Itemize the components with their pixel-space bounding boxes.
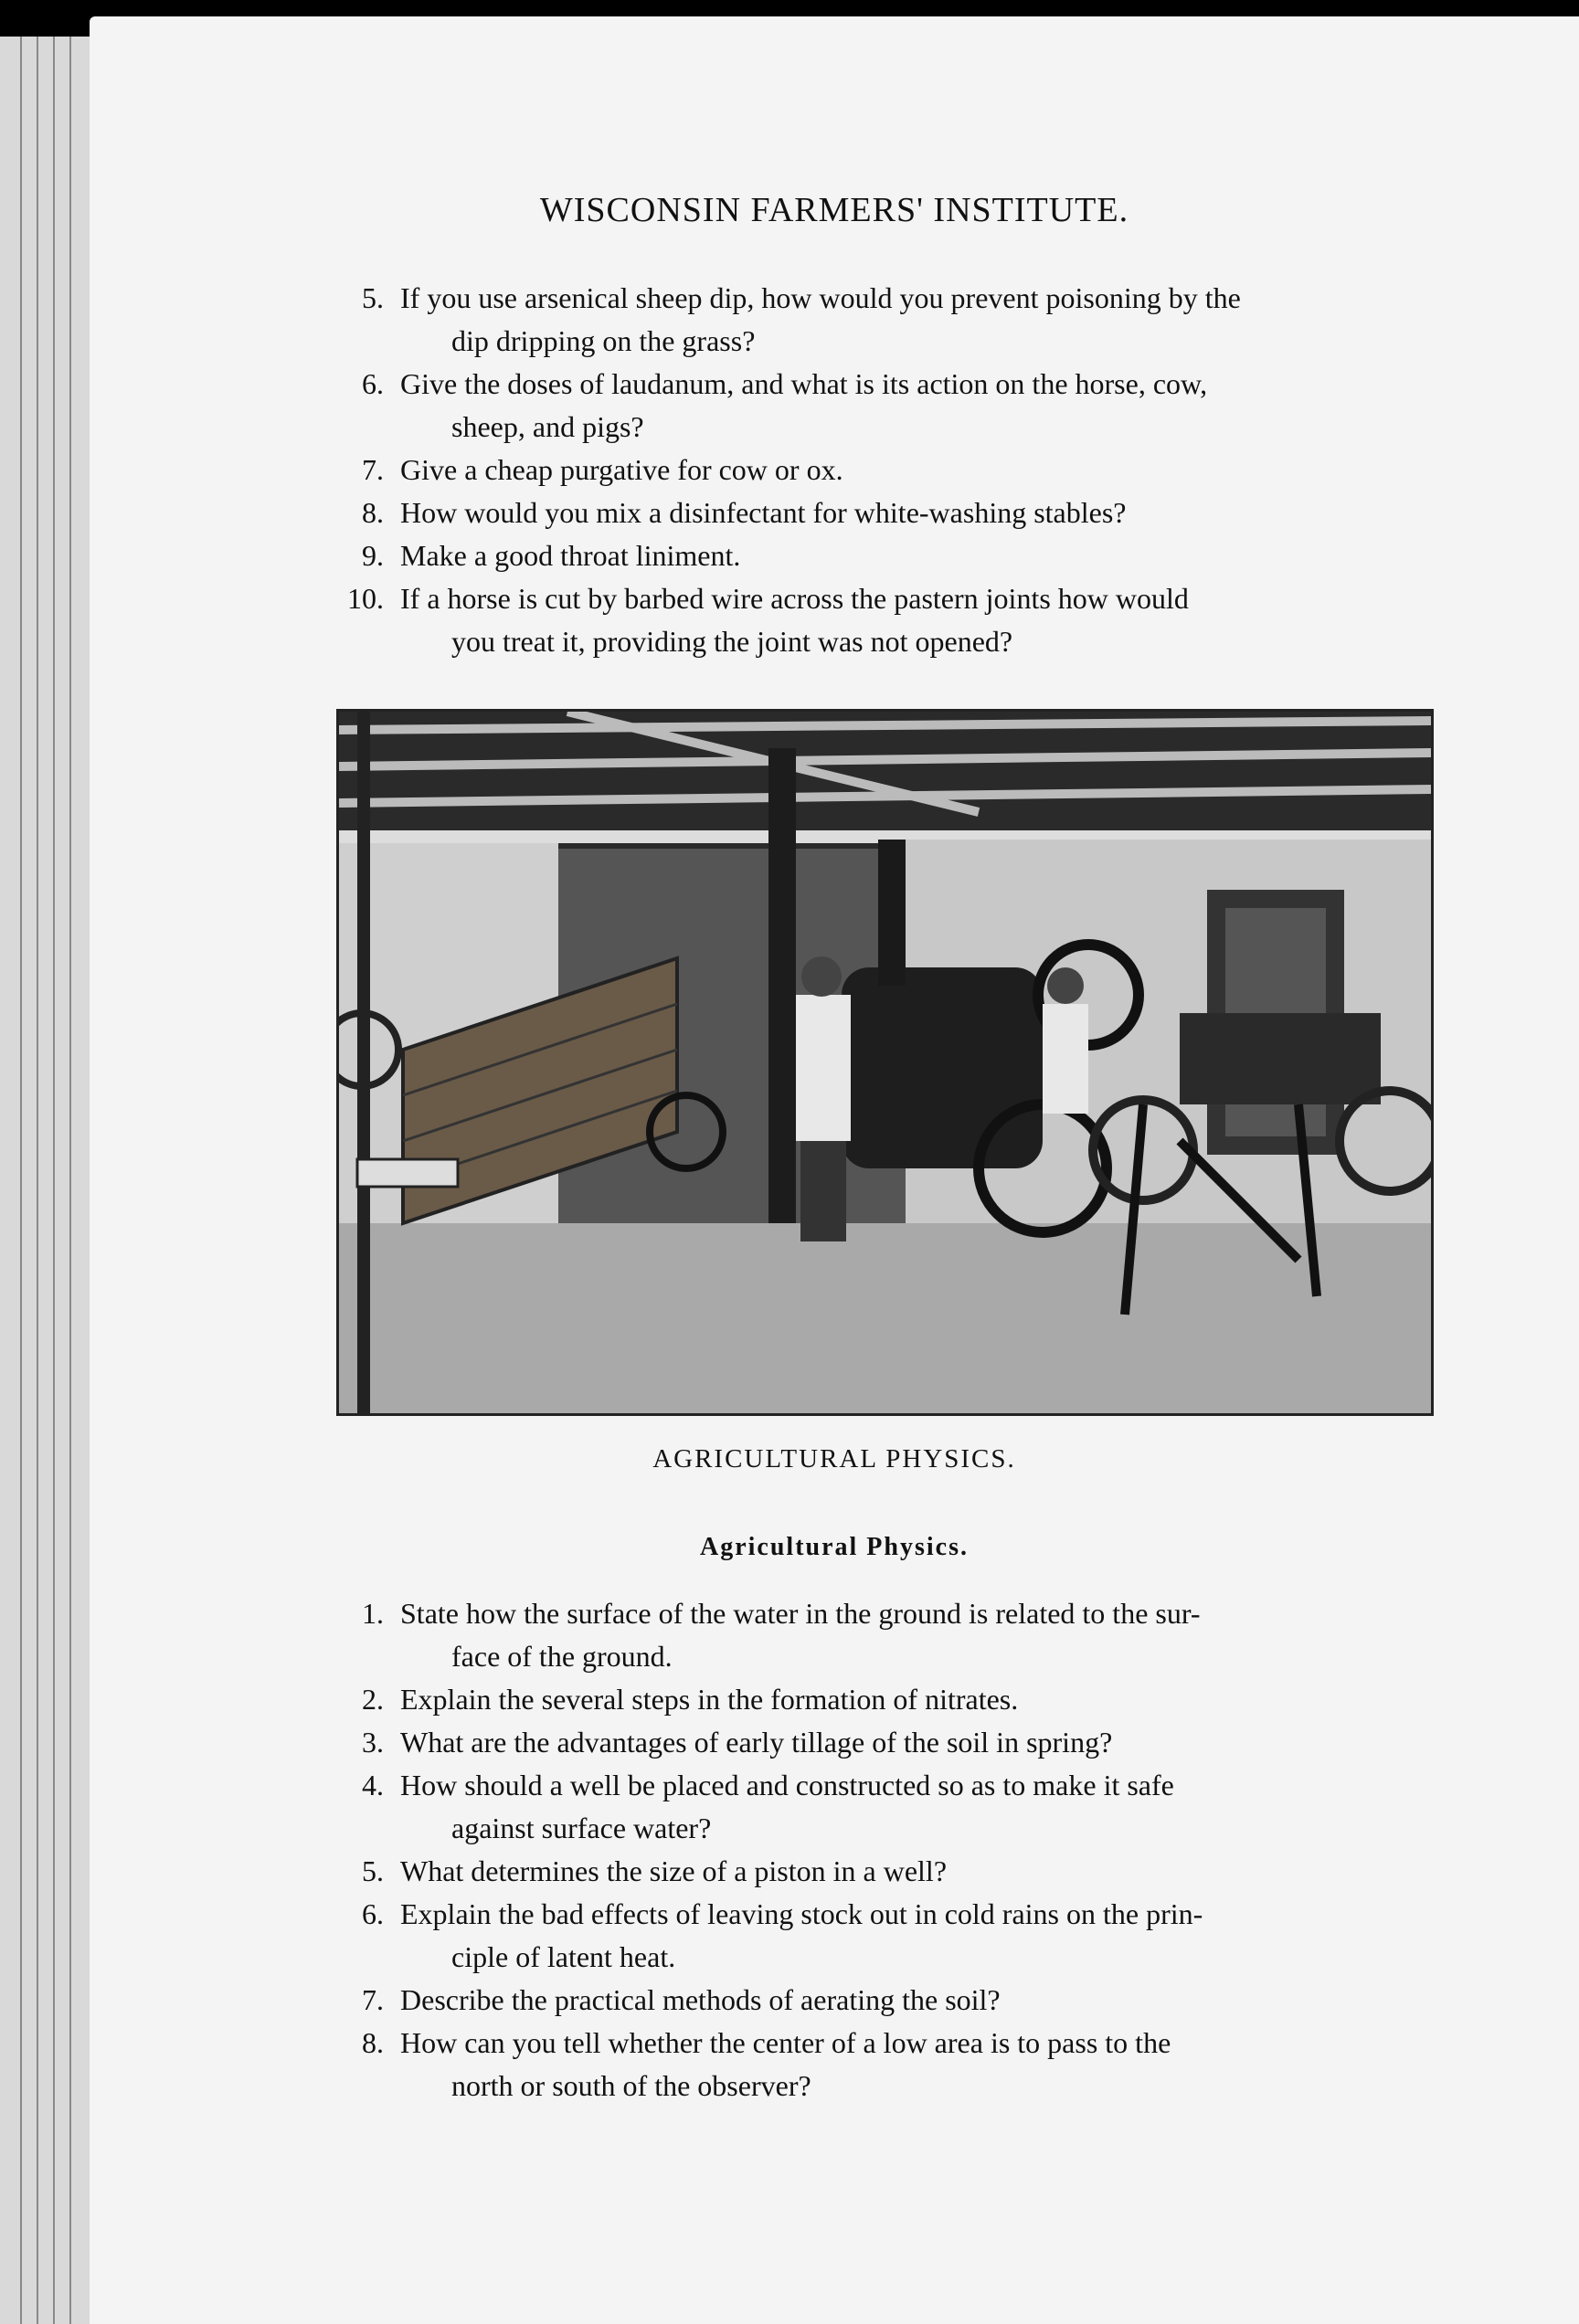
question-item <box>300 1893 1565 1979</box>
section-heading: Agricultural Physics. <box>700 1533 969 1561</box>
question-number: 10. <box>347 582 384 615</box>
question-text-continued: against surface water? <box>451 1812 712 1844</box>
question-text-continued: dip dripping on the grass? <box>451 324 756 357</box>
question-item <box>300 277 1565 363</box>
question-number: 7. <box>362 1983 384 2016</box>
photo-caption: AGRICULTURAL PHYSICS. <box>652 1444 1016 1474</box>
question-text: How can you tell whether the center of a low area is to pass to the <box>400 2026 1171 2059</box>
question-text-continued: sheep, and pigs? <box>451 410 644 443</box>
question-number: 4. <box>362 1769 384 1801</box>
question-number: 9. <box>362 539 384 572</box>
question-text: State how the surface of the water in the ground is related to the sur- <box>400 1597 1201 1630</box>
question-item <box>300 491 1565 534</box>
veterinary-question-list <box>300 277 1565 663</box>
question-number: 8. <box>362 496 384 529</box>
question-text: If you use arsenical sheep dip, how would you prevent poisoning by the <box>400 281 1241 314</box>
question-text: Give a cheap purgative for cow or ox. <box>400 453 843 486</box>
question-item <box>300 1721 1565 1764</box>
question-text: How should a well be placed and constructed so as to make it safe <box>400 1769 1174 1801</box>
question-item <box>300 2022 1565 2107</box>
question-item <box>300 577 1565 663</box>
running-header: WISCONSIN FARMERS' INSTITUTE. <box>539 191 1129 229</box>
question-number: 5. <box>362 281 384 314</box>
question-text: Describe the practical methods of aerating the soil? <box>400 1983 1001 2016</box>
question-number: 8. <box>362 2026 384 2059</box>
question-number: 1. <box>362 1597 384 1630</box>
question-number: 6. <box>362 367 384 400</box>
question-text: Give the doses of laudanum, and what is its action on the horse, cow, <box>400 367 1208 400</box>
question-text: What determines the size of a piston in a well? <box>400 1854 948 1887</box>
question-text-continued: you treat it, providing the joint was not opened? <box>451 625 1013 658</box>
question-text: How would you mix a disinfectant for white-washing stables? <box>400 496 1127 529</box>
book-page <box>90 16 1579 2324</box>
physics-question-list <box>300 1592 1565 2107</box>
question-text-continued: face of the ground. <box>451 1640 673 1673</box>
question-number: 6. <box>362 1897 384 1930</box>
question-item <box>300 449 1565 491</box>
question-item <box>300 363 1565 449</box>
question-number: 2. <box>362 1683 384 1716</box>
question-item <box>300 1678 1565 1721</box>
question-text: Make a good throat liniment. <box>400 539 741 572</box>
question-number: 3. <box>362 1726 384 1759</box>
question-text-continued: north or south of the observer? <box>451 2069 811 2102</box>
question-item <box>300 1979 1565 2022</box>
question-text-continued: ciple of latent heat. <box>451 1940 676 1973</box>
workshop-photograph <box>336 709 1434 1416</box>
question-item <box>300 1764 1565 1850</box>
question-number: 5. <box>362 1854 384 1887</box>
question-text: Explain the bad effects of leaving stock out in cold rains on the prin- <box>400 1897 1203 1930</box>
question-text: Explain the several steps in the formation of nitrates. <box>400 1683 1019 1716</box>
question-number: 7. <box>362 453 384 486</box>
question-text: What are the advantages of early tillage of the soil in spring? <box>400 1726 1113 1759</box>
question-item <box>300 1592 1565 1678</box>
question-item <box>300 534 1565 577</box>
question-text: If a horse is cut by barbed wire across the pastern joints how would <box>400 582 1189 615</box>
question-item <box>300 1850 1565 1893</box>
